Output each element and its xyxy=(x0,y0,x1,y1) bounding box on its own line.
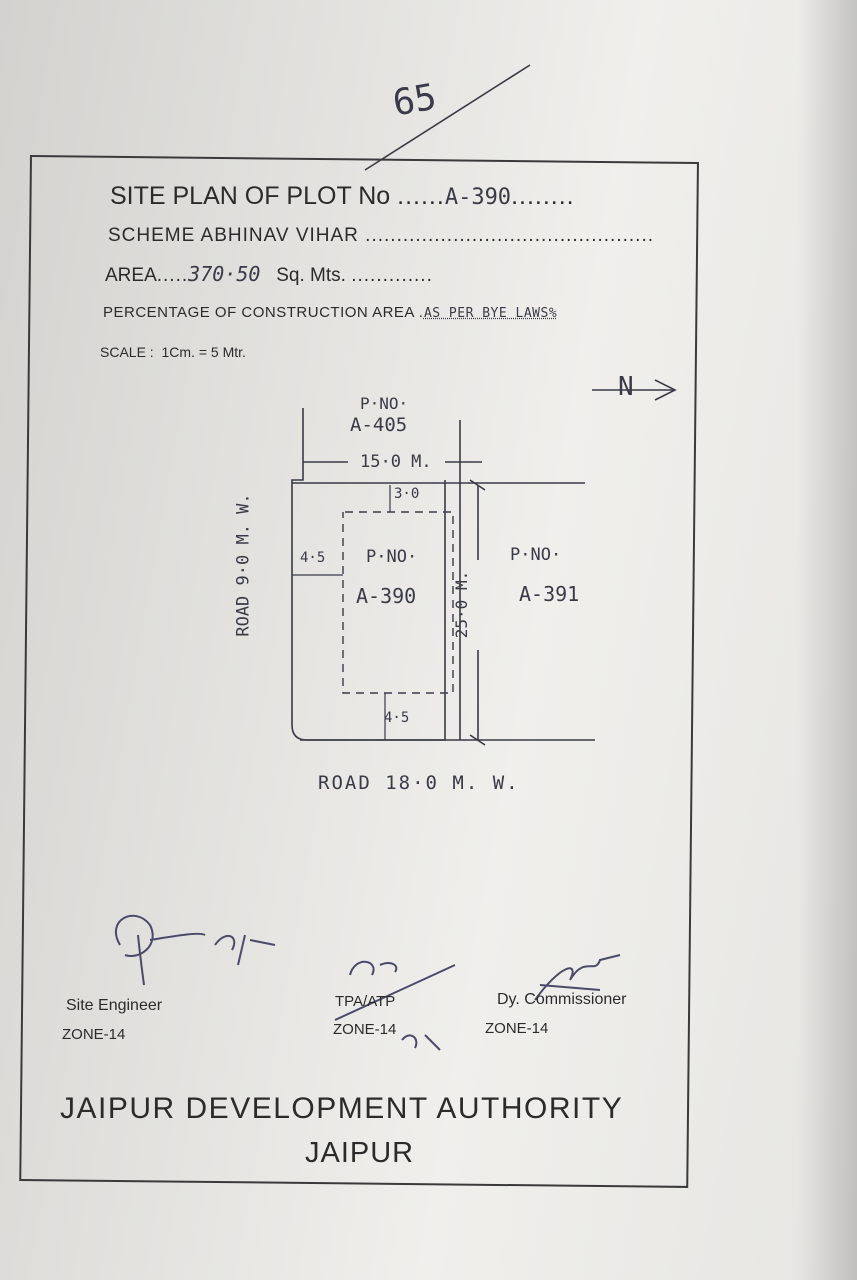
tpa-label: TPA/ATP xyxy=(335,993,396,1010)
setback-bottom-dimension: 4·5 xyxy=(384,710,410,726)
site-engineer-initials xyxy=(215,935,275,965)
area-line: AREA.....370·50 Sq. Mts. ............. xyxy=(105,262,433,286)
tpa-date-note xyxy=(402,1035,440,1050)
scheme-label: SCHEME xyxy=(108,225,196,246)
dy-commissioner-zone: ZONE-14 xyxy=(485,1020,549,1037)
plot-right-number: A-391 xyxy=(519,582,580,606)
page-number: 65 xyxy=(389,76,440,125)
plot-number-value: A-390 xyxy=(444,185,512,210)
area-value: 370·50 xyxy=(188,262,261,286)
road-west-label: ROAD 9·0 M. W. xyxy=(233,493,254,637)
setback-left-dimension: 4·5 xyxy=(300,550,326,566)
plot-right-label: P·NO· xyxy=(510,545,562,565)
authority-city: JAIPUR xyxy=(305,1137,415,1169)
percentage-line: PERCENTAGE OF CONSTRUCTION AREA .AS PER BYE LAWS% xyxy=(103,304,558,321)
page-number-slash xyxy=(365,65,530,170)
scale-value: 1Cm. = 5 Mtr. xyxy=(161,344,246,360)
percentage-label: PERCENTAGE OF CONSTRUCTION AREA xyxy=(103,304,415,321)
width-dimension: 15·0 M. xyxy=(360,452,432,472)
dy-commissioner-label: Dy. Commissioner xyxy=(497,991,627,1008)
scheme-line: SCHEME ABHINAV VIHAR .............................................. xyxy=(108,225,654,246)
site-engineer-zone: ZONE-14 xyxy=(62,1026,126,1043)
plot-north-number: A-405 xyxy=(350,414,408,436)
percentage-value: AS PER BYE LAWS% xyxy=(423,306,558,321)
area-label: AREA xyxy=(105,265,157,286)
area-unit: Sq. Mts. xyxy=(276,265,346,286)
plot-center-number: A-390 xyxy=(356,584,417,608)
length-dimension: 25·0 M. xyxy=(452,570,472,639)
site-engineer-signature xyxy=(116,916,205,985)
form-title: SITE PLAN OF PLOT No ......A-390........ xyxy=(110,182,575,210)
title-label: SITE PLAN OF PLOT No xyxy=(110,182,391,210)
tpa-zone: ZONE-14 xyxy=(333,1021,397,1038)
authority-name: JAIPUR DEVELOPMENT AUTHORITY xyxy=(60,1092,624,1125)
site-engineer-label: Site Engineer xyxy=(66,997,163,1014)
plot-center-label: P·NO· xyxy=(366,547,418,567)
scale-label: SCALE : xyxy=(100,344,154,360)
setback-top-dimension: 3·0 xyxy=(394,486,420,502)
plot-north-label: P·NO· xyxy=(360,394,409,413)
road-south-label: ROAD 18·0 M. W. xyxy=(318,772,520,794)
tpa-signature xyxy=(335,962,455,1020)
scheme-value: ABHINAV VIHAR xyxy=(200,225,359,246)
north-label: N xyxy=(618,372,634,402)
